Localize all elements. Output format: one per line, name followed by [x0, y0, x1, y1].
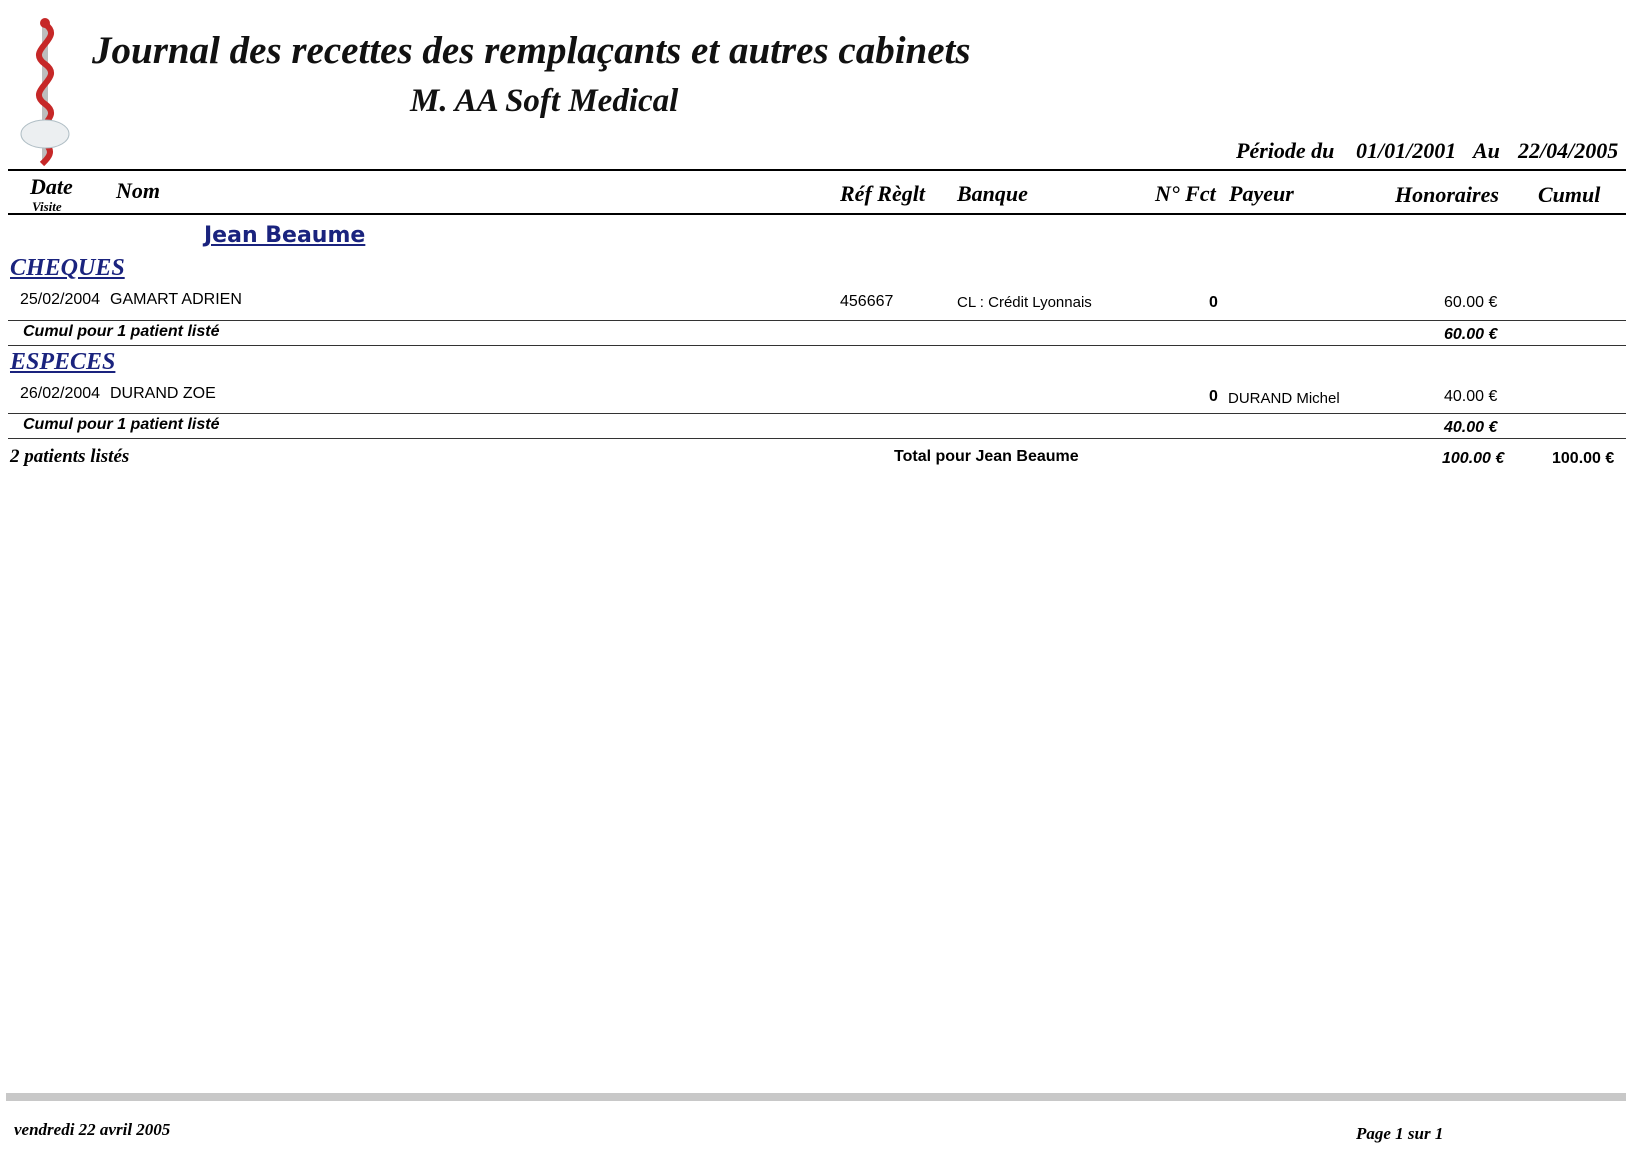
- report-subtitle: M. AA Soft Medical: [410, 83, 679, 119]
- row-honoraires: 40.00 €: [1444, 388, 1498, 405]
- footer-divider: [6, 1093, 1626, 1101]
- section-divider: [8, 345, 1626, 346]
- subtotal-label: Cumul pour 1 patient listé: [23, 416, 220, 433]
- col-header-honoraires: Honoraires: [1395, 182, 1499, 207]
- total-honoraires: 100.00 €: [1442, 450, 1505, 467]
- patients-count: 2 patients listés: [10, 446, 130, 467]
- page-number: Page 1 sur 1: [1356, 1124, 1444, 1143]
- header-top-rule: [8, 169, 1626, 171]
- period-end: 22/04/2005: [1518, 138, 1619, 163]
- caduceus-icon: [16, 14, 76, 166]
- section-divider: [8, 320, 1626, 321]
- row-date: 25/02/2004: [20, 291, 101, 308]
- row-nfct: 0: [1209, 388, 1218, 405]
- row-nfct: 0: [1209, 294, 1218, 311]
- subtotal-label: Cumul pour 1 patient listé: [23, 323, 220, 340]
- period-separator: Au: [1473, 138, 1500, 163]
- report-title: Journal des recettes des remplaçants et autres cabinets: [92, 29, 971, 72]
- subtotal-value: 60.00 €: [1444, 326, 1498, 343]
- col-header-nom: Nom: [116, 178, 160, 203]
- row-ref: 456667: [840, 293, 894, 310]
- row-date: 26/02/2004: [20, 385, 101, 402]
- col-header-banque: Banque: [957, 181, 1028, 206]
- section-divider: [8, 438, 1626, 439]
- header-bottom-rule: [8, 213, 1626, 215]
- col-header-date-sub: Visite: [32, 199, 62, 212]
- row-honoraires: 60.00 €: [1444, 294, 1498, 311]
- col-header-ref: Réf Règlt: [840, 181, 925, 206]
- row-banque: CL : Crédit Lyonnais: [957, 294, 1092, 311]
- section-divider: [8, 413, 1626, 414]
- col-header-date: Date: [30, 174, 73, 199]
- col-header-nfct: N° Fct: [1155, 181, 1216, 206]
- row-nom: DURAND ZOE: [110, 385, 216, 402]
- row-payeur: DURAND Michel: [1228, 390, 1340, 407]
- period-start: 01/01/2001: [1356, 138, 1457, 163]
- row-nom: GAMART ADRIEN: [110, 291, 242, 308]
- doctor-name: Jean Beaume: [204, 223, 366, 248]
- period-label: Période du: [1236, 138, 1335, 163]
- section-title-cheques: CHEQUES: [10, 255, 125, 281]
- col-header-cumul: Cumul: [1538, 182, 1601, 207]
- subtotal-value: 40.00 €: [1444, 419, 1498, 436]
- section-title-especes: ESPECES: [10, 349, 116, 375]
- total-cumul: 100.00 €: [1552, 450, 1615, 467]
- footer-date: vendredi 22 avril 2005: [14, 1120, 171, 1139]
- col-header-payeur: Payeur: [1229, 181, 1294, 206]
- total-label: Total pour Jean Beaume: [894, 448, 1079, 465]
